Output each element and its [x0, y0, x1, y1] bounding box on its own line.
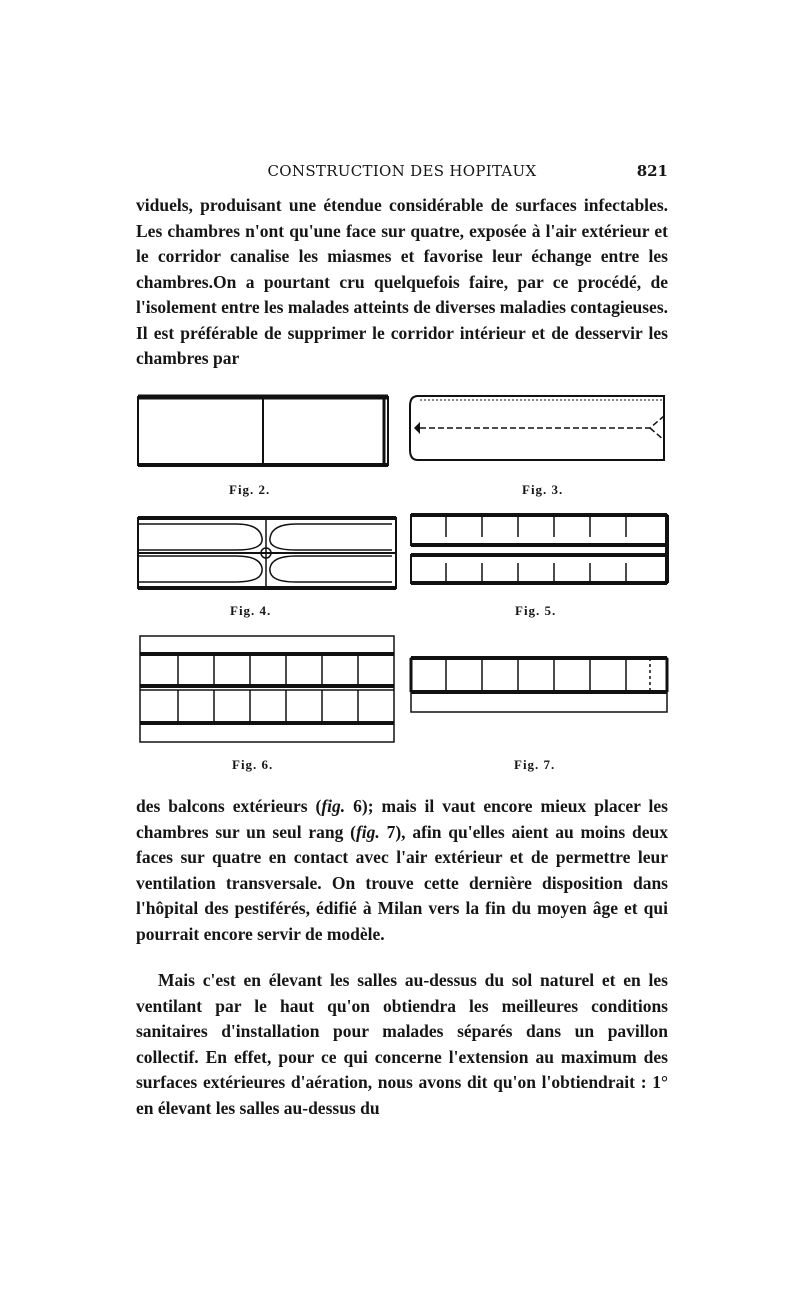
figure-4-caption: Fig. 4. — [230, 603, 272, 618]
figure-6-reference: fig. — [321, 796, 346, 816]
figure-7-caption: Fig. 7. — [514, 757, 556, 772]
figure-7-reference: fig. — [355, 821, 380, 842]
paragraph-3-text: Mais c'est en élevant les salles au-dessus du sol naturel et en les ventilant par le haut qu'on obtiendra les meilleures conditions sanitaires d'installation pour malades séparés dans un pavillon collectif. En effet, pour ce qui concerne l'extension au maximum des surfaces extérieures d'aération, nous avons dit qu'on l'obtiendrait : 1° en élevant les salles au-dessus du — [136, 970, 668, 1118]
figure-2-caption: Fig. 2. — [229, 482, 271, 497]
figure-7-diagram — [408, 652, 670, 716]
paragraph-1: viduels, produisant une étendue considérable de surfaces infectables. Les chambres n'ont qu'une face sur quatre, exposée à l'air extérieur et le corridor canalise les miasmes et favorise leur échange entre les chambres.On a pourtant cru quelquefois faire, par ce procédé, de l'isolement entre les malades atteints de diverses maladies contagieuses. Il est préférable de supprimer le corridor intérieur et de desservir les chambres par — [136, 195, 668, 368]
figure-3-diagram — [408, 390, 670, 466]
figure-5-diagram — [408, 511, 670, 587]
figure-6-diagram — [138, 634, 396, 744]
running-title: CONSTRUCTION DES HOPITAUX — [267, 162, 537, 180]
paragraph-2-text-c: 7), afin qu'elles aient au moins deux faces sur quatre en contact avec l'air extérieur et de permettre leur ventilation transversale. On trouve cette dernière disposition dans l'hôpital des pestiférés, édifié à Milan vers la fin du moyen âge et qui pourrait encore servir de modèle. — [136, 821, 668, 944]
paragraph-2-text-b: 6); mais il vaut encore mieux placer les chambres sur un seul rang ( — [136, 796, 668, 842]
paragraph-2 — [136, 794, 668, 947]
figure-2-diagram — [136, 393, 390, 469]
page-header — [136, 162, 668, 188]
figure-4-diagram — [136, 514, 400, 592]
figure-3-caption: Fig. 3. — [522, 482, 564, 497]
figure-6-caption: Fig. 6. — [232, 757, 274, 772]
figure-5-caption: Fig. 5. — [515, 603, 557, 618]
paragraph-3 — [136, 968, 668, 1121]
paragraph-2-text-a: des balcons extérieurs ( — [136, 796, 322, 816]
page-number: 821 — [636, 162, 668, 180]
